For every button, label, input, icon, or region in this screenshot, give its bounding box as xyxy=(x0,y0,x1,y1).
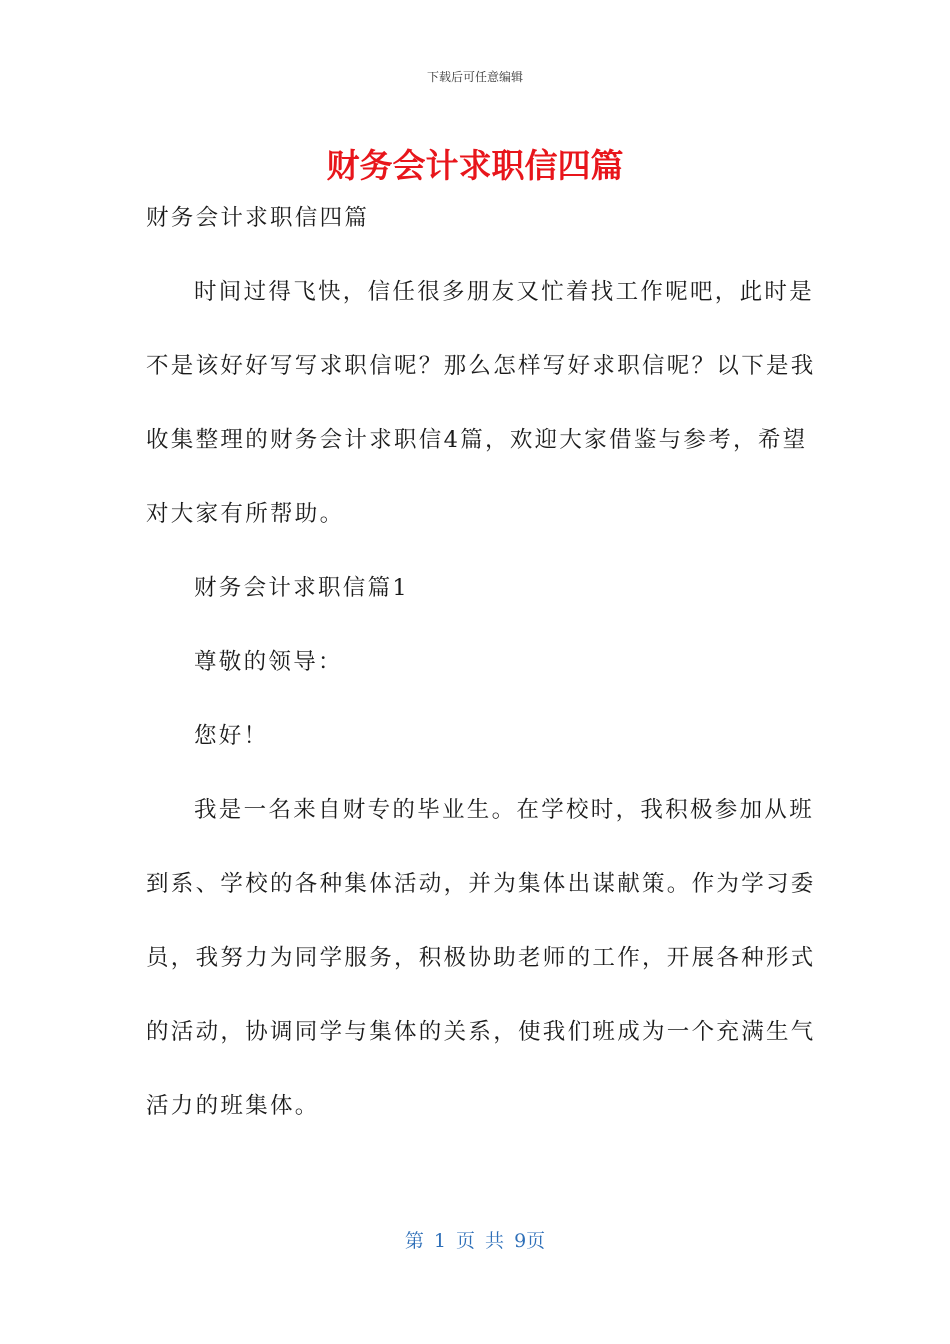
paragraph-line: 的活动，协调同学与集体的关系，使我们班成为一个充满生气 xyxy=(146,1019,816,1045)
paragraph-line: 我是一名来自财专的毕业生。在学校时，我积极参加从班 xyxy=(194,797,815,823)
paragraph-body xyxy=(146,790,816,1126)
paragraph-intro xyxy=(146,272,816,534)
greeting-text: 您好！ xyxy=(194,723,269,749)
page-number: 第 1 页 共 9页 xyxy=(404,1230,546,1252)
paragraph-line: 对大家有所帮助。 xyxy=(146,501,345,527)
document-subtitle: 财务会计求职信四篇 xyxy=(146,205,370,231)
paragraph-line: 活力的班集体。 xyxy=(146,1093,320,1119)
salutation xyxy=(146,642,794,682)
paragraph-line: 收集整理的财务会计求职信4篇，欢迎大家借鉴与参考，希望 xyxy=(146,427,808,453)
document-title: 财务会计求职信四篇 xyxy=(326,146,624,185)
paragraph-line: 员，我努力为同学服务，积极协助老师的工作，开展各种形式 xyxy=(146,945,816,971)
paragraph-line: 到系、学校的各种集体活动，并为集体出谋献策。作为学习委 xyxy=(146,871,816,897)
document-body xyxy=(146,198,816,1160)
paragraph-line: 时间过得飞快，信任很多朋友又忙着找工作呢吧，此时是 xyxy=(194,279,815,305)
salutation-text: 尊敬的领导： xyxy=(194,649,343,675)
header-note: 下载后可任意编辑 xyxy=(426,70,523,84)
paragraph-line: 不是该好好写写求职信呢？那么怎样写好求职信呢？以下是我 xyxy=(146,353,816,379)
section-heading-text: 财务会计求职信篇1 xyxy=(194,575,410,601)
section-heading xyxy=(146,568,794,608)
greeting xyxy=(146,716,794,756)
